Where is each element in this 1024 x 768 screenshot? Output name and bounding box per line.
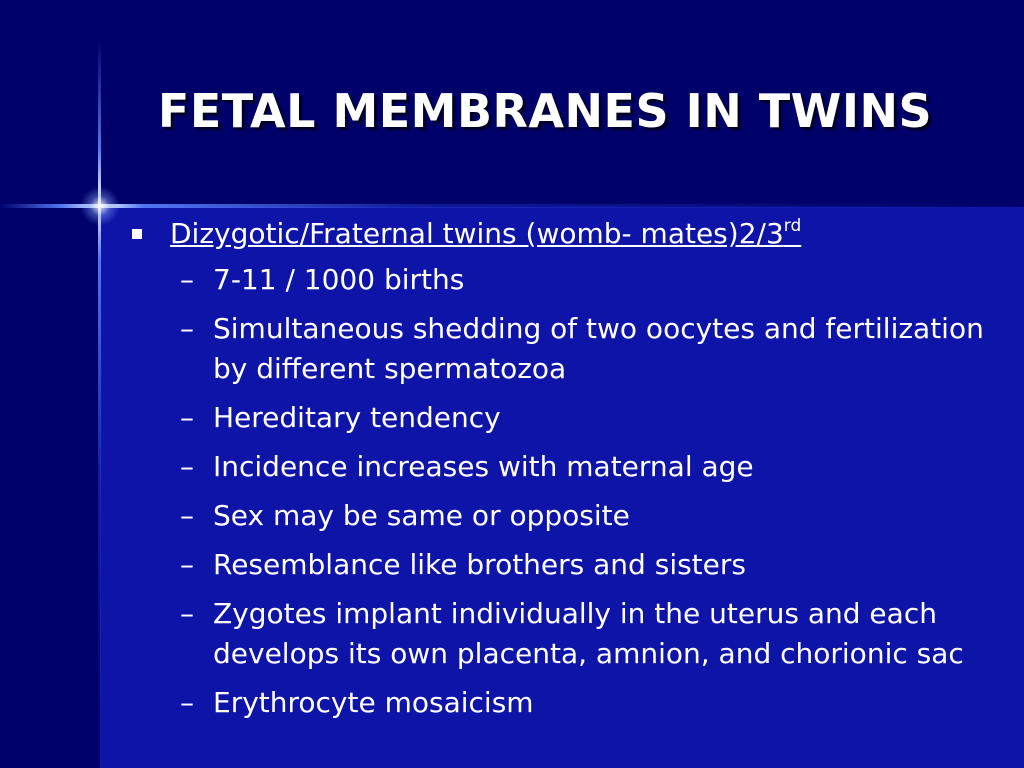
decorative-horizontal-line: [0, 204, 1024, 208]
slide-body: [128, 214, 988, 732]
sub-item-text: Simultaneous shedding of two oocytes and fertilization by different spermatozoa: [213, 312, 984, 385]
sub-item: [128, 447, 988, 487]
slide-title: FETAL MEMBRANES IN TWINS: [157, 84, 933, 138]
dash-bullet: –: [180, 263, 194, 296]
sub-item: [128, 545, 988, 585]
sub-item-text: Erythrocyte mosaicism: [213, 686, 534, 719]
sub-item: [128, 309, 988, 389]
dash-bullet: –: [180, 450, 194, 483]
bullet-main-text: Dizygotic/Fraternal twins (womb- mates)2/3: [170, 217, 784, 250]
dash-bullet: –: [180, 401, 194, 434]
sparkle-icon: [80, 186, 120, 226]
bullet-item: [128, 214, 988, 254]
sub-item-text: Incidence increases with maternal age: [213, 450, 754, 483]
bullet-text: [170, 217, 801, 250]
sub-item-text: 7-11 / 1000 births: [213, 263, 465, 296]
square-bullet-icon: [132, 229, 142, 239]
bullet-superscript: rd: [783, 216, 802, 236]
dash-bullet: –: [180, 686, 194, 719]
dash-bullet: –: [180, 312, 194, 345]
sub-item-text: Resemblance like brothers and sisters: [213, 548, 746, 581]
decorative-vertical-line: [98, 40, 101, 768]
sub-item-text: Hereditary tendency: [213, 401, 501, 434]
sub-item: [128, 594, 988, 674]
sub-item: [128, 496, 988, 536]
dash-bullet: –: [180, 548, 194, 581]
sub-item-text: Zygotes implant individually in the uterus and each develops its own placenta, amnion, and chorionic sac: [213, 597, 964, 670]
sub-item: [128, 683, 988, 723]
dash-bullet: –: [180, 597, 194, 630]
sub-item: [128, 398, 988, 438]
sub-item: [128, 260, 988, 300]
sub-item-text: Sex may be same or opposite: [213, 499, 630, 532]
dash-bullet: –: [180, 499, 194, 532]
